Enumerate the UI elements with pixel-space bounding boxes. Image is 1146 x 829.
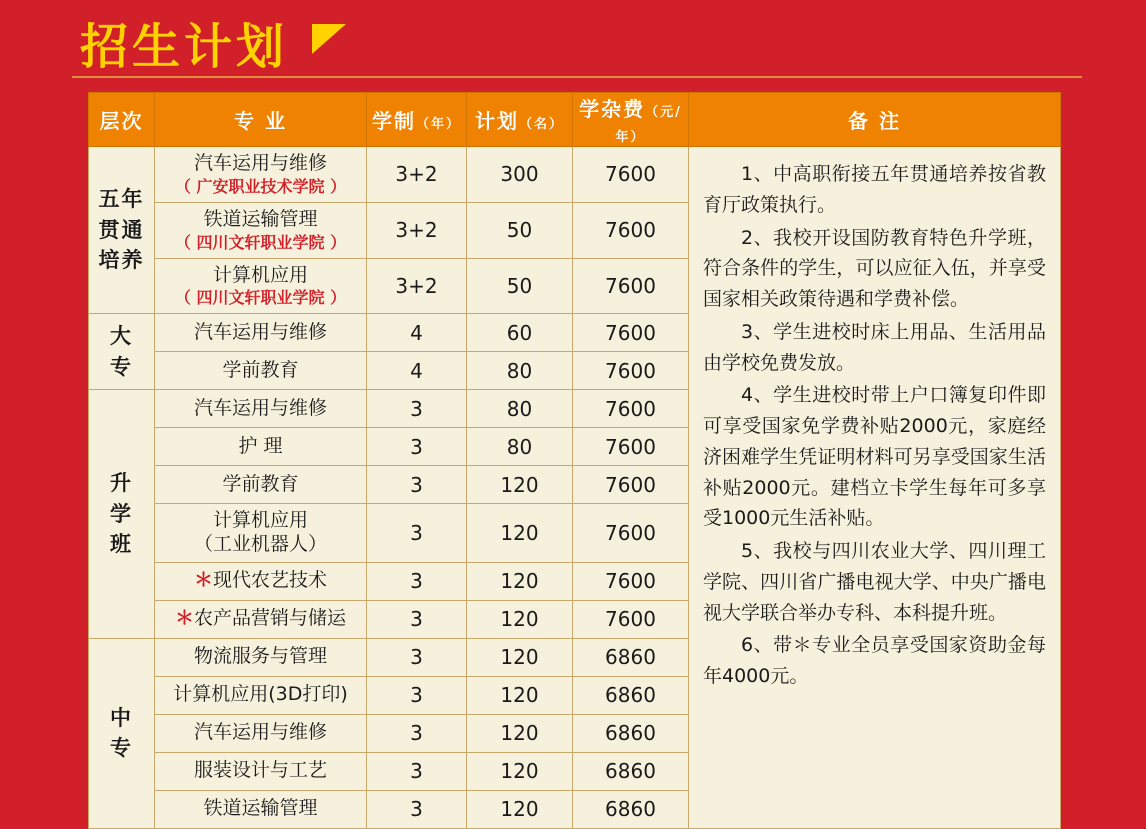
col-header-years: 学制（年） [367, 93, 467, 147]
table-header-row [89, 93, 1061, 147]
page-header [0, 0, 1146, 82]
major-cell: 学前教育 [155, 352, 367, 390]
plan-cell: 80 [467, 390, 573, 428]
col-header-note: 备 注 [689, 93, 1061, 147]
years-cell: 3 [367, 428, 467, 466]
years-cell: 3 [367, 714, 467, 752]
fee-cell: 7600 [573, 147, 689, 203]
fee-cell: 7600 [573, 352, 689, 390]
fee-cell: 7600 [573, 504, 689, 563]
major-cell: 汽车运用与维修 （ 广安职业技术学院 ） [155, 147, 367, 203]
years-cell: 3+2 [367, 202, 467, 258]
major-cell: 计算机应用 （工业机器人） [155, 504, 367, 563]
plan-cell: 120 [467, 466, 573, 504]
fee-cell: 7600 [573, 202, 689, 258]
level-cell-shengxueban: 升 学 班 [89, 390, 155, 639]
years-cell: 3 [367, 752, 467, 790]
plan-cell: 80 [467, 428, 573, 466]
fee-cell: 7600 [573, 314, 689, 352]
years-cell: 3 [367, 390, 467, 428]
years-cell: 3 [367, 466, 467, 504]
plan-table [88, 92, 1061, 829]
years-cell: 3+2 [367, 258, 467, 314]
fee-cell: 7600 [573, 428, 689, 466]
plan-cell: 120 [467, 504, 573, 563]
major-cell: 护 理 [155, 428, 367, 466]
notes-cell [689, 147, 1061, 829]
col-header-plan: 计划（名） [467, 93, 573, 147]
star-marker: ＊ [174, 607, 194, 630]
major-cell: 汽车运用与维修 [155, 314, 367, 352]
major-cell: 计算机应用(3D打印) [155, 676, 367, 714]
fee-cell: 7600 [573, 562, 689, 600]
major-cell: ＊现代农艺技术 [155, 562, 367, 600]
major-cell: 铁道运输管理 （ 四川文轩职业学院 ） [155, 202, 367, 258]
major-cell: 铁道运输管理 [155, 790, 367, 828]
note-item: 6、带＊专业全员享受国家资助金每年4000元。 [703, 634, 1046, 688]
fee-cell: 7600 [573, 466, 689, 504]
col-header-major: 专 业 [155, 93, 367, 147]
note-item: 1、中高职衔接五年贯通培养按省教育厅政策执行。 [703, 163, 1046, 216]
years-cell: 3 [367, 562, 467, 600]
major-cell: 汽车运用与维修 [155, 390, 367, 428]
plan-cell: 120 [467, 714, 573, 752]
fee-cell: 6860 [573, 676, 689, 714]
star-marker: ＊ [193, 569, 213, 592]
years-cell: 3 [367, 600, 467, 638]
years-cell: 3 [367, 790, 467, 828]
years-cell: 3+2 [367, 147, 467, 203]
plan-cell: 120 [467, 676, 573, 714]
fee-cell: 7600 [573, 390, 689, 428]
note-item: 3、学生进校时床上用品、生活用品由学校免费发放。 [703, 320, 1046, 374]
years-cell: 4 [367, 314, 467, 352]
fee-cell: 6860 [573, 714, 689, 752]
years-cell: 3 [367, 504, 467, 563]
years-cell: 4 [367, 352, 467, 390]
plan-cell: 50 [467, 202, 573, 258]
header-divider [72, 76, 1082, 78]
major-cell: 计算机应用 （ 四川文轩职业学院 ） [155, 258, 367, 314]
plan-cell: 120 [467, 600, 573, 638]
title-triangle-icon [312, 24, 346, 54]
plan-cell: 80 [467, 352, 573, 390]
plan-cell: 120 [467, 562, 573, 600]
major-cell: ＊农产品营销与储运 [155, 600, 367, 638]
level-cell-wunian: 五年 贯通 培养 [89, 147, 155, 314]
level-cell-dazhuan: 大 专 [89, 314, 155, 390]
major-cell: 学前教育 [155, 466, 367, 504]
col-header-level: 层次 [89, 93, 155, 147]
fee-cell: 6860 [573, 752, 689, 790]
years-cell: 3 [367, 676, 467, 714]
table-row [89, 147, 1061, 203]
years-cell: 3 [367, 638, 467, 676]
plan-cell: 60 [467, 314, 573, 352]
note-item: 2、我校开设国防教育特色升学班，符合条件的学生，可以应征入伍，并享受国家相关政策待遇和学费补偿。 [703, 226, 1046, 311]
plan-cell: 300 [467, 147, 573, 203]
fee-cell: 6860 [573, 790, 689, 828]
major-cell: 汽车运用与维修 [155, 714, 367, 752]
plan-cell: 50 [467, 258, 573, 314]
plan-cell: 120 [467, 790, 573, 828]
major-cell: 服装设计与工艺 [155, 752, 367, 790]
note-item: 4、学生进校时带上户口簿复印件即可享受国家免学费补贴2000元，家庭经济困难学生凭证明材料可另享受国家生活补贴2000元。建档立卡学生每年可多享受1000元生活补贴。 [703, 384, 1046, 530]
note-item: 5、我校与四川农业大学、四川理工学院、四川省广播电视大学、中央广播电视大学联合举办专科、本科提升班。 [703, 540, 1046, 624]
major-cell: 物流服务与管理 [155, 638, 367, 676]
fee-cell: 7600 [573, 258, 689, 314]
page-title: 招生计划 [80, 19, 289, 75]
level-cell-zhongzhuan: 中 专 [89, 638, 155, 828]
plan-cell: 120 [467, 638, 573, 676]
plan-cell: 120 [467, 752, 573, 790]
fee-cell: 6860 [573, 638, 689, 676]
col-header-fee: 学杂费（元/年） [573, 93, 689, 147]
fee-cell: 7600 [573, 600, 689, 638]
enrollment-plan-table [88, 92, 1060, 829]
